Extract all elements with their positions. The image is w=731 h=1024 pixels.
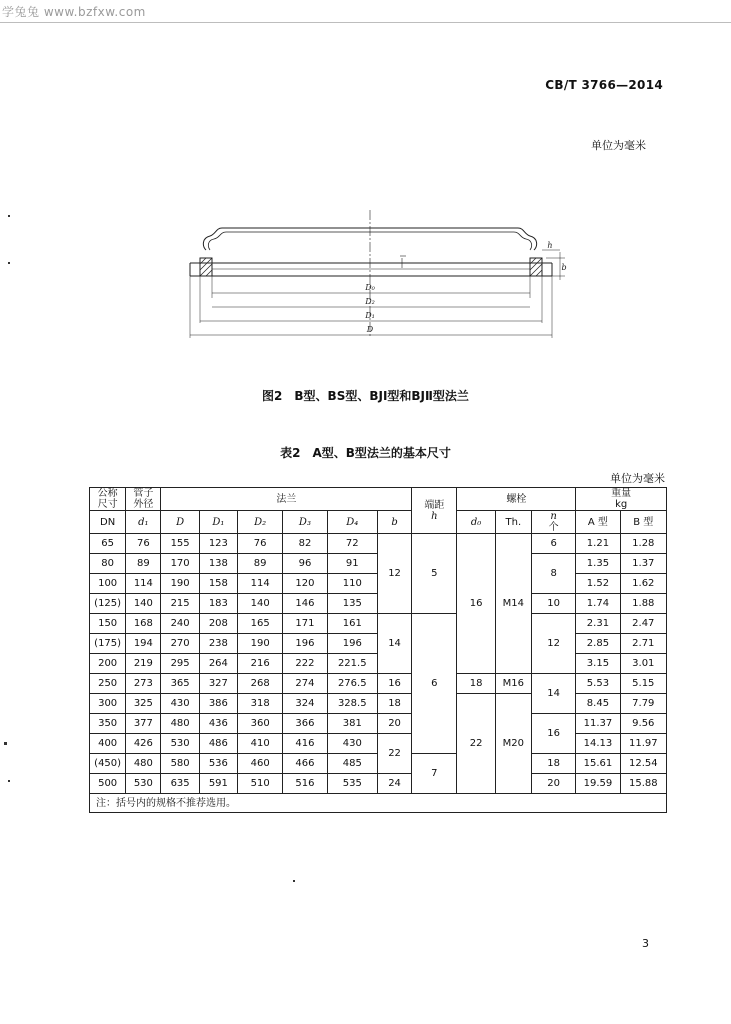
cell-dn: 250 [90, 674, 126, 694]
header-rule [0, 22, 731, 23]
cell-weight-a: 2.31 [576, 614, 620, 634]
cell-D3: 366 [283, 714, 327, 734]
cell-weight-b: 9.56 [620, 714, 666, 734]
header-D2: D₂ [237, 511, 282, 534]
table-subheader-row [90, 511, 667, 534]
header-D1: D₁ [199, 511, 237, 534]
cell-b: 20 [377, 714, 411, 734]
cell-b: 24 [377, 774, 411, 794]
cell-D2: 410 [237, 734, 282, 754]
header-d1: d₁ [126, 511, 161, 534]
cell-D2: 216 [237, 654, 282, 674]
cell-D3: 171 [283, 614, 327, 634]
header-dn-symbol: DN [90, 511, 126, 534]
cell-n: 14 [531, 674, 575, 714]
cell-D1: 327 [199, 674, 237, 694]
cell-D3: 82 [283, 534, 327, 554]
cell-weight-a: 15.61 [576, 754, 620, 774]
cell-D2: 460 [237, 754, 282, 774]
cell-th: M16 [495, 674, 531, 694]
cell-dn: 400 [90, 734, 126, 754]
cell-D3: 196 [283, 634, 327, 654]
margin-speck [8, 262, 10, 264]
cell-D: 430 [161, 694, 199, 714]
cell-d1: 530 [126, 774, 161, 794]
cell-dn: (450) [90, 754, 126, 774]
cell-d1: 168 [126, 614, 161, 634]
table-caption: 表2 A型、B型法兰的基本尺寸 [280, 446, 451, 460]
flange-dimension-table [89, 487, 667, 813]
cell-D3: 466 [283, 754, 327, 774]
cell-D3: 516 [283, 774, 327, 794]
cell-n: 10 [531, 594, 575, 614]
margin-speck [4, 742, 7, 745]
margin-speck [8, 780, 10, 782]
cell-D4: 91 [327, 554, 377, 574]
cell-weight-b: 15.88 [620, 774, 666, 794]
cell-D3: 146 [283, 594, 327, 614]
cell-D2: 165 [237, 614, 282, 634]
unit-note-top: 单位为毫米 [591, 139, 646, 152]
page-number: 3 [642, 937, 649, 950]
cell-dn: (125) [90, 594, 126, 614]
cell-weight-a: 19.59 [576, 774, 620, 794]
cell-D: 155 [161, 534, 199, 554]
cell-weight-a: 2.85 [576, 634, 620, 654]
table-row [90, 774, 667, 794]
cell-D4: 485 [327, 754, 377, 774]
cell-D4: 72 [327, 534, 377, 554]
table-row [90, 674, 667, 694]
cell-D: 295 [161, 654, 199, 674]
cell-D4: 381 [327, 714, 377, 734]
cell-D1: 386 [199, 694, 237, 714]
cell-weight-a: 8.45 [576, 694, 620, 714]
figure-caption: 图2 B型、BS型、BJⅠ型和BJⅡ型法兰 [262, 389, 469, 403]
margin-speck [8, 215, 10, 217]
cell-n: 20 [531, 774, 575, 794]
cell-n: 8 [531, 554, 575, 594]
standard-number: CB/T 3766—2014 [545, 78, 663, 92]
header-pipe: 管子 外径 [126, 488, 161, 511]
cell-D1: 536 [199, 754, 237, 774]
page-speck [293, 880, 295, 882]
cell-D4: 135 [327, 594, 377, 614]
label-D2: D₂ [365, 297, 375, 306]
cell-th: M14 [495, 534, 531, 674]
cell-weight-b: 12.54 [620, 754, 666, 774]
header-end-distance: 端距 h [412, 488, 457, 534]
table-row [90, 614, 667, 634]
cell-b: 16 [377, 674, 411, 694]
header-bolt: 螺栓 [457, 488, 576, 511]
cell-D1: 138 [199, 554, 237, 574]
cell-D3: 416 [283, 734, 327, 754]
cell-weight-a: 1.52 [576, 574, 620, 594]
table-unit-note: 单位为毫米 [610, 472, 665, 485]
table-note-row [90, 794, 667, 813]
label-D1: D₁ [365, 311, 375, 320]
cell-weight-b: 2.71 [620, 634, 666, 654]
cell-weight-b: 1.88 [620, 594, 666, 614]
cell-dn: 65 [90, 534, 126, 554]
cell-D4: 430 [327, 734, 377, 754]
cell-D4: 196 [327, 634, 377, 654]
label-D0: D₀ [365, 283, 375, 292]
header-b: b [377, 511, 411, 534]
cell-D: 480 [161, 714, 199, 734]
cell-h: 6 [412, 614, 457, 754]
cell-D3: 274 [283, 674, 327, 694]
cell-weight-a: 3.15 [576, 654, 620, 674]
cell-weight-a: 14.13 [576, 734, 620, 754]
header-type-a: A 型 [576, 511, 620, 534]
cell-D3: 222 [283, 654, 327, 674]
cell-D: 170 [161, 554, 199, 574]
cell-D: 530 [161, 734, 199, 754]
cell-dn: (175) [90, 634, 126, 654]
header-D: D [161, 511, 199, 534]
cell-d1: 480 [126, 754, 161, 774]
table-row [90, 694, 667, 714]
cell-D1: 436 [199, 714, 237, 734]
cell-d1: 219 [126, 654, 161, 674]
cell-D: 190 [161, 574, 199, 594]
cell-d1: 273 [126, 674, 161, 694]
cell-weight-b: 2.47 [620, 614, 666, 634]
cell-h: 7 [412, 754, 457, 794]
cell-weight-b: 1.37 [620, 554, 666, 574]
cell-D1: 158 [199, 574, 237, 594]
cell-D2: 318 [237, 694, 282, 714]
cell-D2: 360 [237, 714, 282, 734]
cell-D1: 123 [199, 534, 237, 554]
cell-D: 240 [161, 614, 199, 634]
cell-weight-a: 1.21 [576, 534, 620, 554]
cell-D4: 161 [327, 614, 377, 634]
cell-weight-a: 11.37 [576, 714, 620, 734]
cell-dn: 300 [90, 694, 126, 714]
cell-weight-a: 1.35 [576, 554, 620, 574]
cell-D2: 114 [237, 574, 282, 594]
cell-d0: 16 [457, 534, 495, 674]
cell-D1: 591 [199, 774, 237, 794]
header-n: n 个 [531, 511, 575, 534]
cell-D4: 276.5 [327, 674, 377, 694]
header-th: Th. [495, 511, 531, 534]
watermark: 学兔兔 www.bzfxw.com [2, 5, 146, 19]
cell-D1: 238 [199, 634, 237, 654]
cell-dn: 100 [90, 574, 126, 594]
label-D: D [366, 325, 374, 334]
cell-D4: 110 [327, 574, 377, 594]
cell-weight-b: 11.97 [620, 734, 666, 754]
cell-b: 12 [377, 534, 411, 614]
cell-D4: 535 [327, 774, 377, 794]
cell-d1: 194 [126, 634, 161, 654]
cell-D: 580 [161, 754, 199, 774]
cell-weight-a: 5.53 [576, 674, 620, 694]
label-b: b [561, 263, 567, 272]
cell-d0: 22 [457, 694, 495, 794]
cell-D2: 268 [237, 674, 282, 694]
table-row [90, 714, 667, 734]
cell-n: 12 [531, 614, 575, 674]
cell-D2: 190 [237, 634, 282, 654]
cell-D1: 208 [199, 614, 237, 634]
cell-D3: 96 [283, 554, 327, 574]
cell-D3: 120 [283, 574, 327, 594]
cell-th: M20 [495, 694, 531, 794]
table-row [90, 534, 667, 554]
cell-D1: 183 [199, 594, 237, 614]
cell-D: 635 [161, 774, 199, 794]
cell-weight-b: 3.01 [620, 654, 666, 674]
label-h: h [547, 241, 553, 250]
header-type-b: B 型 [620, 511, 666, 534]
cell-weight-b: 1.28 [620, 534, 666, 554]
cell-d1: 114 [126, 574, 161, 594]
cell-weight-b: 7.79 [620, 694, 666, 714]
cell-D3: 324 [283, 694, 327, 714]
cell-D2: 510 [237, 774, 282, 794]
cell-dn: 80 [90, 554, 126, 574]
cell-D: 270 [161, 634, 199, 654]
cell-dn: 350 [90, 714, 126, 734]
cell-d1: 426 [126, 734, 161, 754]
cell-D: 365 [161, 674, 199, 694]
header-d0: d₀ [457, 511, 495, 534]
cell-D2: 140 [237, 594, 282, 614]
cell-D2: 89 [237, 554, 282, 574]
cell-dn: 500 [90, 774, 126, 794]
table-row [90, 734, 667, 754]
cell-weight-b: 1.62 [620, 574, 666, 594]
cell-D4: 221.5 [327, 654, 377, 674]
header-D4: D₄ [327, 511, 377, 534]
cell-d1: 140 [126, 594, 161, 614]
cell-dn: 200 [90, 654, 126, 674]
cell-D1: 264 [199, 654, 237, 674]
cell-weight-b: 5.15 [620, 674, 666, 694]
header-weight: 重量 kg [576, 488, 667, 511]
table-note: 注：括号内的规格不推荐选用。 [90, 794, 667, 813]
cell-d1: 76 [126, 534, 161, 554]
cell-d1: 89 [126, 554, 161, 574]
cell-d1: 325 [126, 694, 161, 714]
cell-b: 22 [377, 734, 411, 774]
cell-n: 18 [531, 754, 575, 774]
header-D3: D₃ [283, 511, 327, 534]
cell-D: 215 [161, 594, 199, 614]
header-dn: 公称 尺寸 [90, 488, 126, 511]
cell-h: 5 [412, 534, 457, 614]
cell-b: 14 [377, 614, 411, 674]
cell-d1: 377 [126, 714, 161, 734]
cell-n: 16 [531, 714, 575, 754]
cell-D1: 486 [199, 734, 237, 754]
cell-D4: 328.5 [327, 694, 377, 714]
cell-dn: 150 [90, 614, 126, 634]
cell-d0: 18 [457, 674, 495, 694]
cell-weight-a: 1.74 [576, 594, 620, 614]
cell-n: 6 [531, 534, 575, 554]
flange-drawing [180, 208, 575, 343]
header-flange: 法兰 [161, 488, 412, 511]
cell-b: 18 [377, 694, 411, 714]
cell-D2: 76 [237, 534, 282, 554]
